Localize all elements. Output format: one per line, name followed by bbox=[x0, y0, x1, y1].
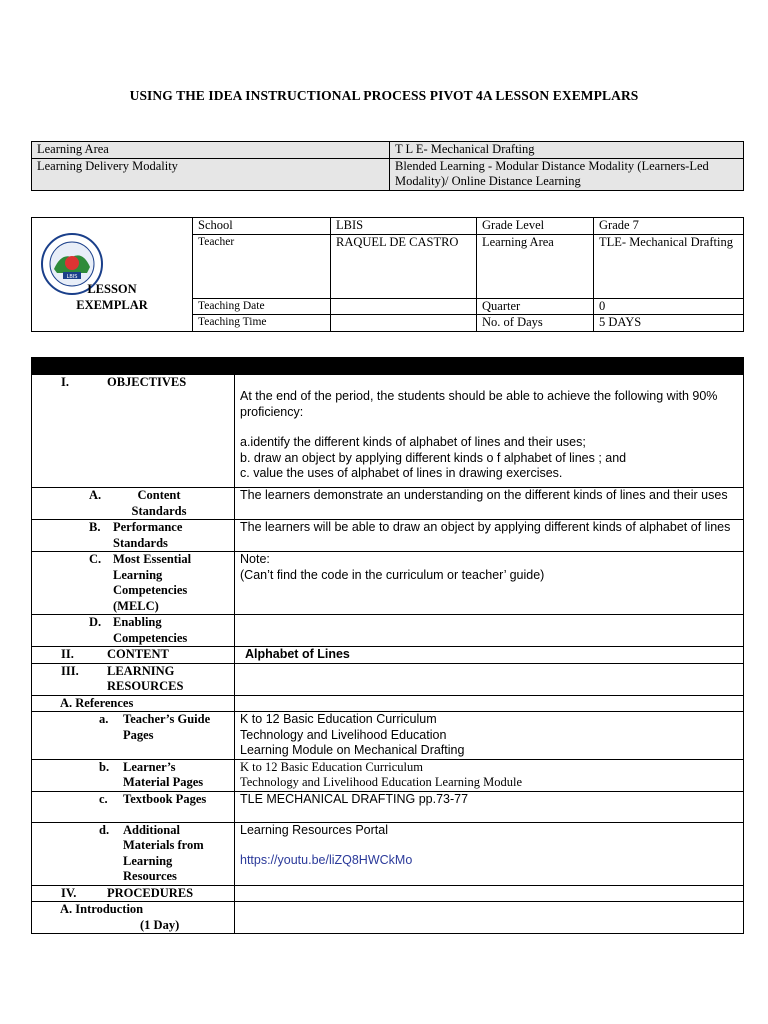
lm-num: b. bbox=[99, 759, 110, 774]
enabling-label: Enabling Competencies bbox=[113, 615, 188, 645]
youtube-link[interactable]: https://youtu.be/liZQ8HWCkMo bbox=[240, 853, 413, 867]
quarter-label: Quarter bbox=[477, 298, 594, 315]
objective-c: c. value the uses of alphabet of lines in drawing exercises. bbox=[240, 466, 563, 480]
date-label: Teaching Date bbox=[193, 298, 331, 315]
tg-line-3: Learning Module on Mechanical Drafting bbox=[240, 743, 465, 757]
grade-value: Grade 7 bbox=[594, 218, 744, 235]
melc-value: (Can’t find the code in the curriculum or teacher’ guide) bbox=[240, 567, 545, 582]
exemplar-heading-1: LESSON bbox=[87, 282, 137, 296]
info-table bbox=[31, 141, 744, 191]
tg-num: a. bbox=[99, 712, 109, 726]
tg-line-1: K to 12 Basic Education Curriculum bbox=[240, 712, 437, 726]
content-num: II. bbox=[61, 647, 74, 661]
performance-standards-cell bbox=[32, 520, 235, 552]
date-value bbox=[331, 298, 477, 315]
content-std-num: A. bbox=[89, 488, 102, 502]
enabling-value bbox=[235, 615, 744, 647]
days-label: No. of Days bbox=[477, 315, 594, 332]
objectives-value bbox=[235, 375, 744, 488]
content-standards-cell bbox=[32, 488, 235, 520]
lm-line-2: Technology and Livelihood Education Learning Module bbox=[240, 775, 523, 789]
proc-num: IV. bbox=[61, 885, 77, 900]
exemplar-heading-2: EXEMPLAR bbox=[76, 297, 148, 312]
content-std-value: The learners demonstrate an understanding on the different kinds of lines and their uses bbox=[235, 488, 744, 520]
melc-label: Most Essential Learning Competencies (MELC) bbox=[113, 552, 192, 613]
resources-cell bbox=[32, 663, 235, 695]
additional-materials-cell bbox=[32, 822, 235, 885]
header-bar-left bbox=[32, 358, 235, 375]
learning-area-value: T L E- Mechanical Drafting bbox=[390, 142, 744, 159]
resources-label: LEARNING RESOURCES bbox=[107, 663, 184, 693]
objective-b: b. draw an object by applying different kinds o f alphabet of lines ; and bbox=[240, 450, 627, 465]
area-value: TLE- Mechanical Drafting bbox=[594, 234, 744, 298]
resources-value bbox=[235, 663, 744, 695]
tb-label: Textbook Pages bbox=[123, 791, 207, 806]
objectives-num: I. bbox=[61, 375, 69, 389]
content-cell bbox=[32, 647, 235, 664]
grade-label: Grade Level bbox=[477, 218, 594, 235]
add-label: Additional Materials from Learning Resources bbox=[123, 822, 204, 883]
perf-std-num: B. bbox=[89, 520, 101, 534]
introduction-cell bbox=[32, 902, 235, 934]
header-bar-right bbox=[235, 358, 744, 375]
proc-label: PROCEDURES bbox=[107, 885, 194, 900]
content-label: CONTENT bbox=[107, 647, 169, 661]
perf-std-label: Performance Standards bbox=[113, 520, 183, 550]
objectives-intro: At the end of the period, the students should be able to achieve the following with 90% proficiency: bbox=[240, 389, 718, 419]
delivery-value: Blended Learning - Modular Distance Modality (Learners-Led Modality)/ Online Distance Learning bbox=[390, 158, 744, 190]
resources-num: III. bbox=[61, 663, 79, 678]
procedures-value bbox=[235, 885, 744, 902]
tg-value-cell bbox=[235, 712, 744, 760]
melc-cell bbox=[32, 552, 235, 615]
content-std-label: Content Standards bbox=[131, 488, 187, 518]
intro-label: A. Introduction bbox=[60, 902, 144, 916]
enabling-cell bbox=[32, 615, 235, 647]
tb-value: TLE MECHANICAL DRAFTING pp.73-77 bbox=[235, 791, 744, 822]
logo-cell bbox=[32, 218, 193, 332]
content-value: Alphabet of Lines bbox=[235, 647, 744, 664]
enabling-num: D. bbox=[89, 615, 102, 629]
add-num: d. bbox=[99, 822, 110, 837]
tg-label: Teacher’s Guide Pages bbox=[123, 712, 211, 742]
learners-material-cell bbox=[32, 759, 235, 791]
objectives-cell bbox=[32, 375, 235, 488]
melc-note: Note: bbox=[240, 552, 270, 566]
add-value-cell bbox=[235, 822, 744, 885]
lm-value-cell bbox=[235, 759, 744, 791]
school-label: School bbox=[193, 218, 331, 235]
learning-area-label: Learning Area bbox=[32, 142, 390, 159]
lesson-plan-table bbox=[31, 357, 744, 934]
objective-a: a.identify the different kinds of alphabet of lines and their uses; bbox=[240, 435, 586, 449]
melc-num: C. bbox=[89, 552, 102, 566]
textbook-cell bbox=[32, 791, 235, 822]
quarter-value: 0 bbox=[594, 298, 744, 315]
add-line-1: Learning Resources Portal bbox=[240, 822, 388, 837]
time-label: Teaching Time bbox=[193, 315, 331, 332]
intro-days: (1 Day) bbox=[140, 917, 180, 932]
area-label: Learning Area bbox=[477, 234, 594, 298]
procedures-cell bbox=[32, 885, 235, 902]
seal-text: LBIS bbox=[66, 274, 78, 280]
tb-num: c. bbox=[99, 791, 108, 806]
perf-std-value: The learners will be able to draw an object by applying different kinds of alphabet of lines bbox=[235, 520, 744, 552]
objectives-label: OBJECTIVES bbox=[107, 375, 187, 389]
teacher-value: RAQUEL DE CASTRO bbox=[331, 234, 477, 298]
tg-line-2: Technology and Livelihood Education bbox=[240, 727, 447, 742]
teachers-guide-cell bbox=[32, 712, 235, 760]
delivery-label: Learning Delivery Modality bbox=[32, 158, 390, 190]
page-title: USING THE IDEA INSTRUCTIONAL PROCESS PIVOT 4A LESSON EXEMPLARS bbox=[129, 88, 639, 103]
introduction-value bbox=[235, 902, 744, 934]
exemplar-table bbox=[31, 217, 744, 332]
lm-label: Learner’s Material Pages bbox=[123, 759, 204, 789]
school-value: LBIS bbox=[331, 218, 477, 235]
references-label: A. References bbox=[32, 695, 235, 712]
lm-line-1: K to 12 Basic Education Curriculum bbox=[240, 759, 423, 774]
melc-value-cell bbox=[235, 552, 744, 615]
references-value bbox=[235, 695, 744, 712]
time-value bbox=[331, 315, 477, 332]
days-value: 5 DAYS bbox=[594, 315, 744, 332]
teacher-label: Teacher bbox=[193, 234, 331, 298]
